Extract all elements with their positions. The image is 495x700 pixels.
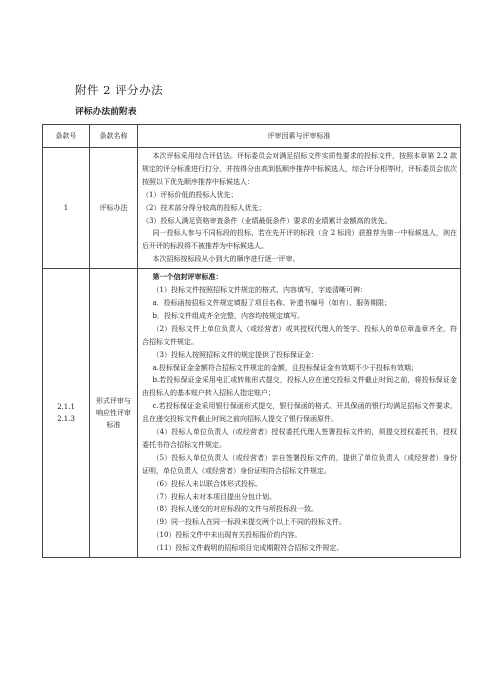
criteria-item: a.投标保证金金额符合招标文件规定的金额，且投标保证金有效期不少于投标有效期； bbox=[152, 363, 418, 372]
criteria-item: （8）投标人递交的对应标段的文件与所投标段一致。 bbox=[152, 505, 318, 514]
criteria-paragraph: （3）投标人满足资格审查条件（业绩最低条件）要求的业绩累计金额高的优先。 bbox=[142, 216, 392, 225]
table-title: 评标办法前附表 bbox=[75, 107, 137, 117]
criteria-item: （7）投标人未对本项目提出分包计划。 bbox=[152, 492, 276, 501]
appendix-heading: 附件 2 评分办法 bbox=[75, 83, 164, 97]
header-clause-name: 条款名称 bbox=[90, 125, 138, 148]
criteria-item: （3）投标人按照招标文件的规定提供了投标保证金： bbox=[152, 350, 318, 359]
criteria-paragraph: 本次评标采用综合评估法。评标委员会对满足招标文件实质性要求的投标文件，按照本章第 2.2 款规定的评分标准进行打分，并按得分由高到低顺序推荐中标候选人，综合评分相等时，评标委员会依次按照以下优先顺序推荐中标候选人： bbox=[142, 152, 457, 186]
criteria-paragraph: （1）评标价低的投标人优先； bbox=[142, 190, 238, 199]
header-criteria: 评审因素与评审标准 bbox=[138, 125, 461, 148]
criteria-item: a．投标函按招标文件规定填报了项目名称、补遗书编号（如有）、服务期限； bbox=[152, 298, 392, 307]
criteria-cell bbox=[138, 269, 461, 558]
criteria-paragraph: 同一投标人参与不同标段的投标，若在先开评的标段（含 2 标段）获推荐为第一中标候选人，则在后开评的标段将不被推荐为中标候选人。 bbox=[142, 229, 457, 251]
header-clause-number: 条款号 bbox=[43, 125, 90, 148]
table-row bbox=[43, 269, 461, 558]
criteria-item: （4）投标人单位负责人（或经营者）授权委托代理人签署投标文件的，须提交授权委托书，授权委托书符合招标文件规定。 bbox=[142, 428, 457, 449]
table-header-row bbox=[43, 125, 461, 148]
criteria-item: （2）投标文件上单位负责人（或经营者）或其授权代理人的签字、投标人的单位章盖章齐全，符合招标文件规定。 bbox=[142, 324, 457, 346]
criteria-item: （6）投标人未以联合体形式投标。 bbox=[152, 479, 262, 488]
clause-name-line: 标准 bbox=[106, 421, 121, 430]
criteria-item: b．投标文件组成齐全完整，内容均按规定填写。 bbox=[152, 311, 304, 320]
clause-name-line: 响应性评审 bbox=[96, 409, 131, 418]
criteria-paragraph: 本次招标按标段从小到大的顺序进行逐一评审。 bbox=[152, 255, 300, 264]
criteria-item: （5）投标人单位负责人（或经营者）亲自签署投标文件的，提供了单位负责人（或经营者）身份证明，单位负责人（或经营者）身份证明符合招标文件规定。 bbox=[142, 453, 457, 475]
clause-name: 评标办法 bbox=[90, 148, 138, 269]
section-title: 第一个信封评审标准： bbox=[152, 272, 223, 282]
criteria-item: （9）同一投标人在同一标段未提交两个以上不同的投标文件。 bbox=[152, 518, 346, 527]
scoring-table bbox=[42, 124, 461, 558]
criteria-item: b.若投标保证金采用电汇或转账形式提交，投标人应在递交投标文件截止时间之前，将投标保证金由投标人的基本账户转入招标人指定账户； bbox=[142, 376, 457, 398]
clause-number-line: 2.1.3 bbox=[57, 415, 75, 424]
criteria-cell bbox=[138, 148, 461, 269]
criteria-item: （11）投标文件载明的招标项目完成期限符合招标文件规定。 bbox=[152, 544, 344, 553]
clause-number-line: 2.1.1 bbox=[57, 403, 75, 412]
clause-name-line: 形式评审与 bbox=[96, 397, 131, 406]
criteria-paragraph: （2）技术部分得分较高的投标人优先； bbox=[142, 203, 266, 212]
criteria-item: （10）投标文件中未出现有关投标报价的内容。 bbox=[152, 531, 302, 540]
clause-number bbox=[43, 269, 90, 558]
clause-number: 1 bbox=[43, 148, 90, 269]
criteria-item: c.若投标保证金采用银行保函形式提交，银行保函的格式、开具保函的银行均满足招标文件要求，且在递交投标文件截止时间之前向招标人提交了银行保函原件。 bbox=[142, 402, 457, 424]
clause-name bbox=[90, 269, 138, 558]
table-row bbox=[43, 148, 461, 269]
criteria-item: （1）投标文件按照招标文件规定的格式、内容填写，字迹清晰可辨： bbox=[152, 286, 367, 295]
